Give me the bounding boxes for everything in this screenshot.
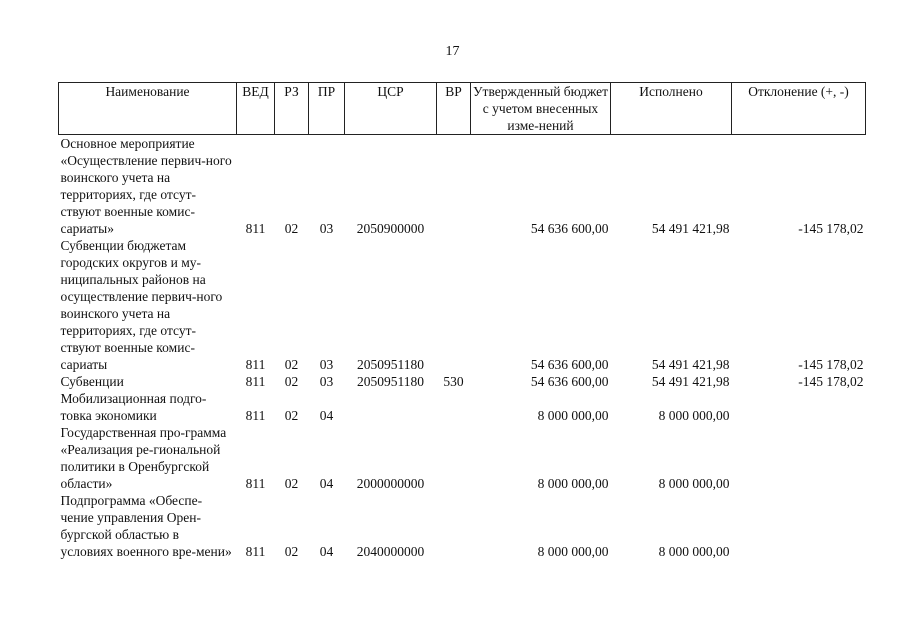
row-ved: 811 <box>245 221 266 236</box>
row-deviation: -145 178,02 <box>798 374 864 389</box>
row-executed: 54 491 421,98 <box>651 374 730 389</box>
row-vr <box>437 237 471 373</box>
header-pr: ПР <box>309 83 345 135</box>
table-row <box>59 390 866 424</box>
row-pr: 03 <box>319 357 334 372</box>
row-approved: 8 000 000,00 <box>537 408 609 423</box>
row-deviation: -145 178,02 <box>798 357 864 372</box>
row-name: Основное мероприятие «Осуществление первич-ного воинского учета на территориях, где отсут-ствуют военные комис-сариаты» <box>60 136 232 236</box>
table-row <box>59 135 866 238</box>
row-rz: 02 <box>284 374 299 389</box>
table-header-row <box>59 83 866 135</box>
table-row <box>59 424 866 492</box>
row-vr <box>437 135 471 238</box>
row-deviation <box>732 390 866 424</box>
row-executed: 54 491 421,98 <box>651 357 730 372</box>
row-ved: 811 <box>245 544 266 559</box>
row-pr: 03 <box>319 221 334 236</box>
row-csr <box>345 390 437 424</box>
row-rz: 02 <box>284 221 299 236</box>
row-executed: 54 491 421,98 <box>651 221 730 236</box>
row-name: Мобилизационная подго-товка экономики <box>60 391 207 423</box>
row-approved: 8 000 000,00 <box>537 544 609 559</box>
row-vr: 530 <box>443 374 464 389</box>
row-rz: 02 <box>284 544 299 559</box>
row-deviation <box>732 424 866 492</box>
row-name: Субвенции бюджетам городских округов и му-ниципальных районов на осуществление первич-ного воинского учета на территориях, где отсут-ствуют военные комис-сариаты <box>60 238 223 372</box>
row-approved: 8 000 000,00 <box>537 476 609 491</box>
row-csr: 2050951180 <box>357 357 424 372</box>
row-ved: 811 <box>245 408 266 423</box>
row-ved: 811 <box>245 357 266 372</box>
header-vr: ВР <box>437 83 471 135</box>
header-executed: Исполнено <box>611 83 732 135</box>
header-name: Наименование <box>59 83 237 135</box>
row-pr: 04 <box>319 544 334 559</box>
header-rz: РЗ <box>275 83 309 135</box>
table-row <box>59 237 866 373</box>
row-executed: 8 000 000,00 <box>658 544 730 559</box>
row-approved: 54 636 600,00 <box>530 374 609 389</box>
row-csr: 2050951180 <box>357 374 424 389</box>
row-name: Подпрограмма «Обеспе-чение управления Орен-бургской областью в условиях военного вре-мени» <box>60 493 232 559</box>
row-name: Субвенции <box>60 374 124 389</box>
row-pr: 04 <box>319 476 334 491</box>
row-approved: 54 636 600,00 <box>530 221 609 236</box>
row-rz: 02 <box>284 476 299 491</box>
row-vr <box>437 390 471 424</box>
table-row <box>59 492 866 560</box>
header-ved: ВЕД <box>237 83 275 135</box>
row-executed: 8 000 000,00 <box>658 476 730 491</box>
row-rz: 02 <box>284 357 299 372</box>
header-csr: ЦСР <box>345 83 437 135</box>
row-approved: 54 636 600,00 <box>530 357 609 372</box>
row-ved: 811 <box>245 374 266 389</box>
budget-execution-table <box>58 82 866 560</box>
row-rz: 02 <box>284 408 299 423</box>
row-name: Государственная про-грамма «Реализация ре-гиональной политики в Оренбургской области» <box>60 425 227 491</box>
row-vr <box>437 424 471 492</box>
row-csr: 2050900000 <box>356 221 425 236</box>
row-ved: 811 <box>245 476 266 491</box>
page-number: 17 <box>445 44 460 59</box>
row-pr: 03 <box>319 374 334 389</box>
row-csr: 2040000000 <box>356 544 425 559</box>
row-deviation <box>732 492 866 560</box>
header-approved-budget: Утвержденный бюджет с учетом внесенных изме-нений <box>471 83 611 135</box>
row-csr: 2000000000 <box>356 476 425 491</box>
table-row <box>59 373 866 390</box>
row-executed: 8 000 000,00 <box>658 408 730 423</box>
row-deviation: -145 178,02 <box>798 221 864 236</box>
row-vr <box>437 492 471 560</box>
header-deviation: Отклонение (+, -) <box>732 83 866 135</box>
row-pr: 04 <box>319 408 334 423</box>
